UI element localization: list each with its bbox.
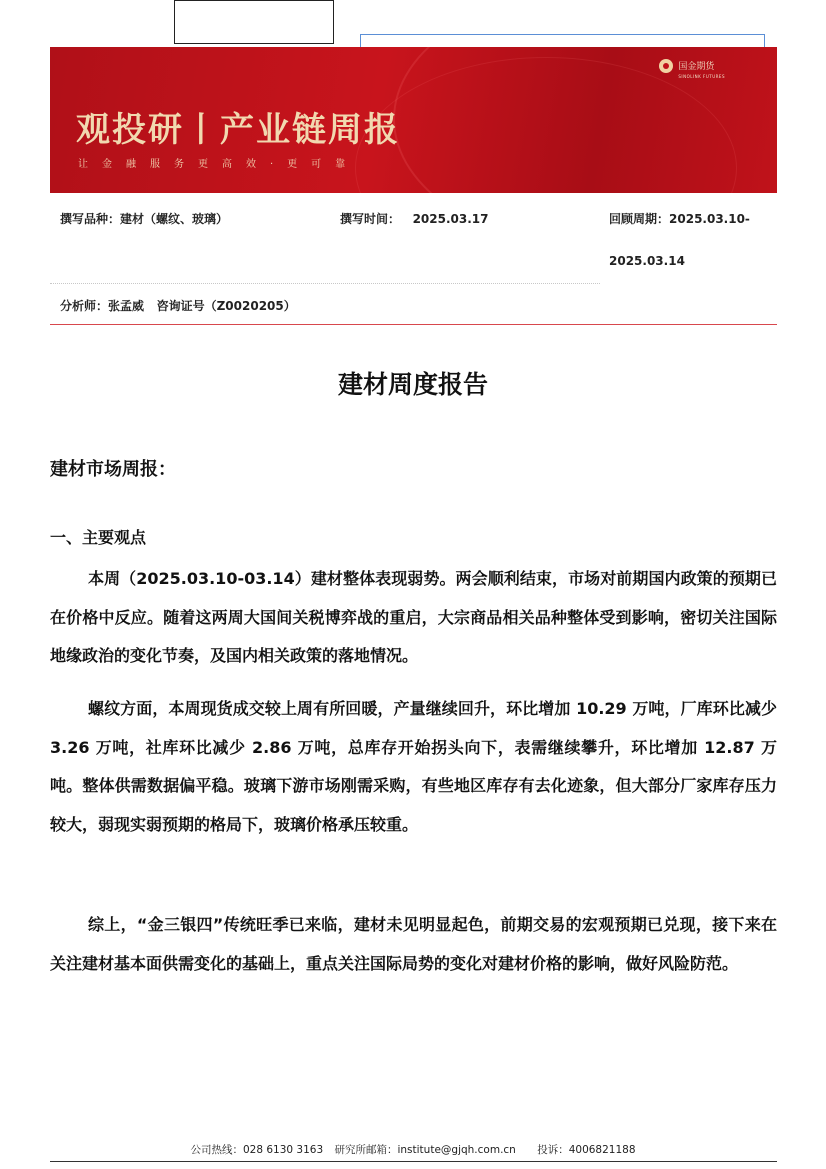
variety-value: 建材（螺纹、玻璃） bbox=[120, 212, 229, 226]
period-value-end: 2025.03.14 bbox=[609, 254, 685, 268]
page-footer bbox=[0, 1142, 826, 1157]
meta-divider bbox=[50, 283, 600, 284]
license-label: 咨询证号 bbox=[156, 299, 205, 313]
header-rule bbox=[50, 324, 777, 325]
time-value: 2025.03.17 bbox=[412, 212, 489, 226]
body-paragraph: 螺纹方面，本周现货成交较上周有所回暖，产量继续回升，环比增加 10.29 万吨，厂库环比减少 3.26 万吨，社库环比减少 2.86 万吨，总库存开始拐头向下，表需继续攀升，环比增加 12.87 万吨。整体供需数据偏平稳。玻璃下游市场刚需采购，有些地区库存有去化迹象，但大部分厂家库存压力较大，弱现实弱预期的格局下，玻璃价格承压较重。 bbox=[50, 699, 777, 834]
company-logo bbox=[659, 57, 725, 79]
meta-period bbox=[609, 210, 750, 227]
period-label: 回顾周期： bbox=[609, 212, 670, 226]
meta-analyst bbox=[60, 297, 296, 314]
logo-text: 国金期货 bbox=[678, 61, 715, 72]
subsection-title: 一、主要观点 bbox=[50, 528, 147, 547]
body-paragraph: 本周（2025.03.10-03.14）建材整体表现弱势。两会顺利结束，市场对前期国内政策的预期已在价格中反应。随着这两周大国间关税博弈战的重启，大宗商品相关品种整体受到影响，密切关注国际地缘政治的变化节奏，及国内相关政策的落地情况。 bbox=[50, 569, 777, 665]
banner-title: 观投研丨产业链周报 bbox=[76, 110, 400, 150]
license-value: （Z0020205） bbox=[204, 299, 296, 313]
footer-complaint: 投诉：4006821188 bbox=[537, 1144, 636, 1156]
report-banner bbox=[50, 47, 777, 193]
variety-label: 撰写品种： bbox=[60, 212, 121, 226]
period-value-start: 2025.03.10- bbox=[669, 212, 750, 226]
meta-variety bbox=[60, 210, 228, 227]
body-paragraph: 综上，“金三银四”传统旺季已来临，建材未见明显起色，前期交易的宏观预期已兑现，接下来在关注建材基本面供需变化的基础上，重点关注国际局势的变化对建材价格的影响，做好风险防范。 bbox=[50, 915, 777, 973]
footer-rule bbox=[50, 1161, 777, 1162]
footer-hotline: 公司热线：028 6130 3163 bbox=[190, 1144, 324, 1156]
document-title: 建材周度报告 bbox=[337, 370, 488, 399]
logo-subtext: SINOLINK FUTURES bbox=[678, 73, 725, 79]
meta-time bbox=[340, 210, 488, 227]
time-label: 撰写时间： bbox=[340, 212, 401, 226]
footer-email: 研究所邮箱：institute@gjqh.com.cn bbox=[334, 1144, 516, 1156]
analyst-label: 分析师： bbox=[60, 299, 109, 313]
logo-mark-icon bbox=[659, 59, 673, 73]
header-frame-box bbox=[174, 0, 334, 44]
section-title: 建材市场周报： bbox=[50, 459, 176, 480]
analyst-name: 张孟威 bbox=[108, 299, 145, 313]
banner-slogan: 让金融服务更高效·更可靠 bbox=[78, 159, 360, 170]
